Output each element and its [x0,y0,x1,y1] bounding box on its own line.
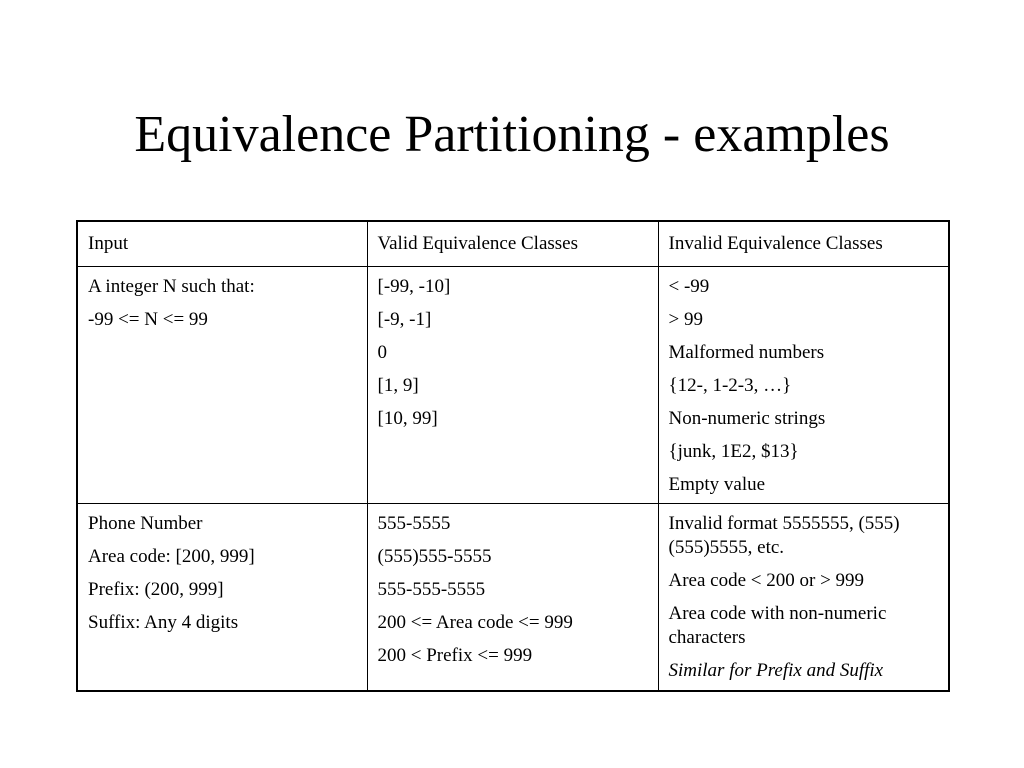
slide-title: Equivalence Partitioning - examples [134,106,890,163]
cell-line: 0 [377,342,387,363]
cell-line: Non-numeric strings [668,408,826,429]
cell-line: 555-555-5555 [377,579,486,600]
cell-invalid [658,267,949,504]
cell-line: {12-, 1-2-3, …} [668,375,792,396]
cell-line: [-9, -1] [377,309,432,330]
cell-input [77,504,367,692]
cell-line: [10, 99] [377,408,438,429]
cell-line: Area code with non-numeric characters [668,603,887,648]
cell-line: Suffix: Any 4 digits [88,612,239,633]
cell-line: Prefix: (200, 999] [88,579,224,600]
cell-line: Phone Number [88,513,203,534]
cell-invalid [658,504,949,692]
cell-line: A integer N such that: [88,276,255,297]
header-invalid-classes: Invalid Equivalence Classes [658,221,949,267]
cell-line: Similar for Prefix and Suffix [668,660,884,681]
cell-line: [1, 9] [377,375,419,396]
table-header-row [77,221,949,267]
cell-line: Area code: [200, 999] [88,546,255,567]
cell-input [77,267,367,504]
table-row-integer [77,267,949,504]
equivalence-table [76,220,950,692]
cell-line: [-99, -10] [377,276,451,297]
header-input: Input [77,221,367,267]
cell-line: Area code < 200 or > 999 [668,570,865,591]
cell-valid [367,267,658,504]
cell-line: < -99 [668,276,710,297]
cell-line: {junk, 1E2, $13} [668,441,799,462]
header-valid-classes: Valid Equivalence Classes [367,221,658,267]
cell-line: Empty value [668,474,766,495]
table-row-phone [77,504,949,692]
cell-valid [367,504,658,692]
cell-line: 200 <= Area code <= 999 [377,612,573,633]
cell-line: Malformed numbers [668,342,825,363]
cell-line: Invalid format 5555555, (555)(555)5555, etc. [668,513,900,558]
cell-line: -99 <= N <= 99 [88,309,208,330]
cell-line: 555-5555 [377,513,451,534]
cell-line: 200 < Prefix <= 999 [377,645,533,666]
cell-line: > 99 [668,309,703,330]
cell-line: (555)555-5555 [377,546,492,567]
